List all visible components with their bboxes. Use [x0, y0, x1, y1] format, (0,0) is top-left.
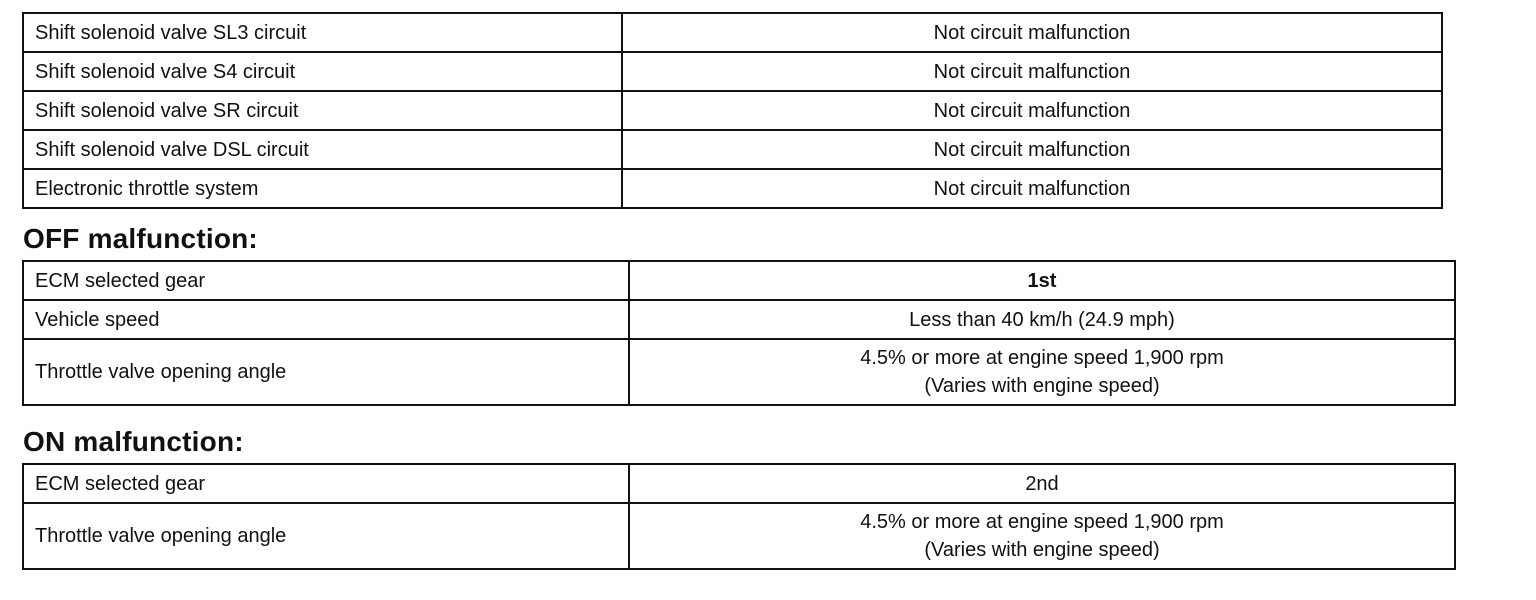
- condition-value: Less than 40 km/h (24.9 mph): [629, 300, 1455, 339]
- on-malfunction-heading: ON malfunction:: [23, 426, 244, 457]
- table-row: [23, 464, 1455, 503]
- condition-value: [629, 503, 1455, 569]
- table-row: [23, 261, 1455, 300]
- condition-value: Not circuit malfunction: [622, 52, 1442, 91]
- condition-value: Not circuit malfunction: [622, 13, 1442, 52]
- condition-item: Throttle valve opening angle: [23, 339, 629, 405]
- condition-item: Shift solenoid valve S4 circuit: [23, 52, 622, 91]
- table-row: [23, 91, 1442, 130]
- condition-value: 1st: [629, 261, 1455, 300]
- on-malfunction-table: [22, 463, 1456, 570]
- condition-value: Not circuit malfunction: [622, 91, 1442, 130]
- condition-item: Electronic throttle system: [23, 169, 622, 208]
- condition-item: Shift solenoid valve SL3 circuit: [23, 13, 622, 52]
- table-row: [23, 503, 1455, 569]
- condition-value: 2nd: [629, 464, 1455, 503]
- table-row: [23, 339, 1455, 405]
- table-row: [23, 130, 1442, 169]
- condition-value: Not circuit malfunction: [622, 130, 1442, 169]
- condition-value-note: (Varies with engine speed): [924, 539, 1160, 561]
- condition-item: Shift solenoid valve DSL circuit: [23, 130, 622, 169]
- condition-value: Not circuit malfunction: [622, 169, 1442, 208]
- off-malfunction-heading: OFF malfunction:: [23, 223, 258, 254]
- condition-value-line: 4.5% or more at engine speed 1,900 rpm: [860, 511, 1224, 533]
- table-row: [23, 13, 1442, 52]
- table-row: [23, 300, 1455, 339]
- condition-item: ECM selected gear: [23, 261, 629, 300]
- table-row: [23, 169, 1442, 208]
- condition-item: Throttle valve opening angle: [23, 503, 629, 569]
- table-row: [23, 52, 1442, 91]
- condition-value: [629, 339, 1455, 405]
- condition-value-line: 4.5% or more at engine speed 1,900 rpm: [860, 347, 1224, 369]
- condition-item: Shift solenoid valve SR circuit: [23, 91, 622, 130]
- condition-item: Vehicle speed: [23, 300, 629, 339]
- off-malfunction-table: [22, 260, 1456, 406]
- condition-value-note: (Varies with engine speed): [924, 375, 1160, 397]
- condition-item: ECM selected gear: [23, 464, 629, 503]
- circuit-status-table: [22, 12, 1443, 209]
